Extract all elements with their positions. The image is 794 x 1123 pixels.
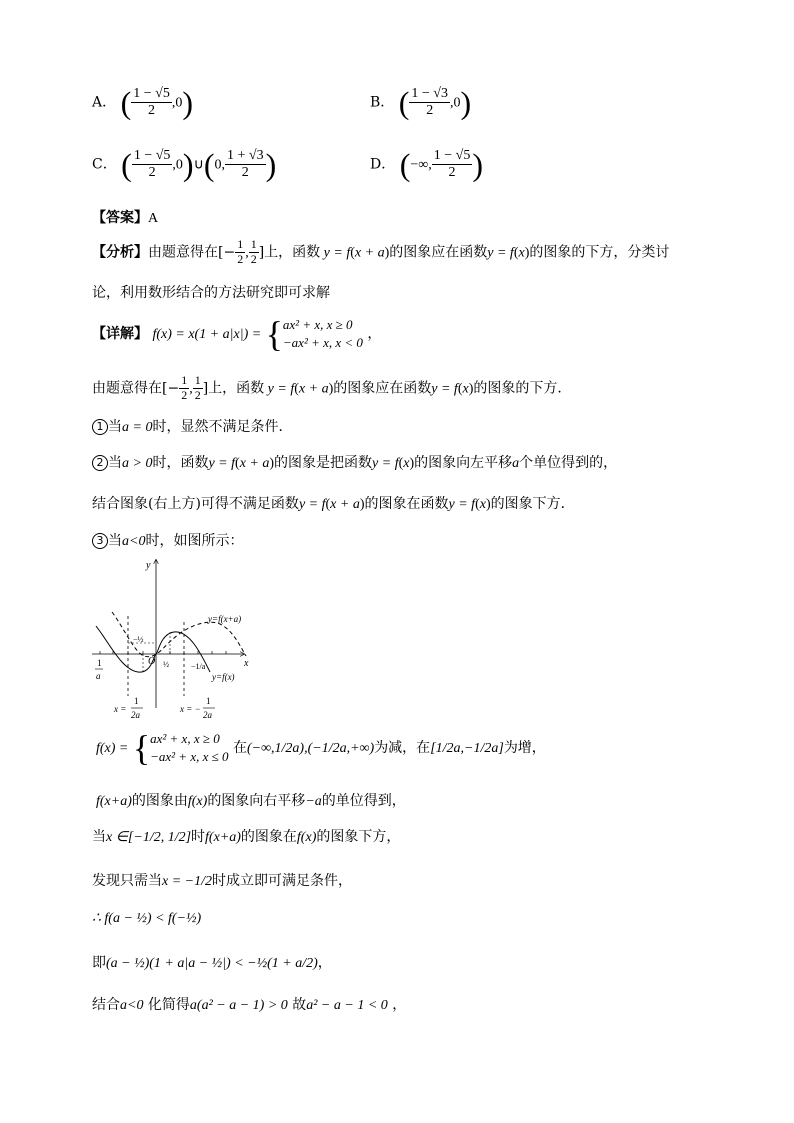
last-text-3: 化简得 (147, 997, 190, 1013)
piece-interval-1: (−∞,1/2a),(−1/2a,+∞) (246, 741, 375, 756)
tick-1a-num: 1 (97, 658, 102, 668)
option-a: A． ( $\frac{1 - √5}{2}$ ,0) (92, 84, 193, 121)
case-a-negative-text-1: 当 (108, 533, 122, 549)
case-a-positive: 2 当a > 0时，函数y = f(x + a)的图象是把函数y = f(x)的图象向左平移a个单位得到的， (92, 452, 617, 472)
analysis-line-2: 论，利用数形结合的方法研究即可求解 (92, 285, 330, 301)
main-text-4: 的图象的下方． (473, 380, 572, 397)
answer-tag: 【答案】 (92, 210, 148, 226)
when-x-in: x ∈ (106, 830, 128, 845)
shift-text-6: 的单位得到， (321, 793, 406, 809)
main-text-1: 由题意得在[− (92, 380, 180, 397)
answer-line (92, 207, 158, 227)
x-axis-label: x (244, 658, 249, 669)
when-text-5: 的图象在 (240, 829, 297, 845)
label-f: y=f(x) (212, 672, 235, 682)
detail-tag: 【详解】 (92, 326, 148, 342)
case-a-positive-text-1: 当 (108, 455, 122, 471)
xeq2-num: 1 (206, 696, 211, 706)
shift-text-2: 的图象由 (131, 793, 188, 809)
option-a-denominator: 2 (148, 103, 156, 119)
option-c: C． ( $\frac{1 - √5}{2}$ ,0)∪(0, $\frac{1 + √3}{2}$ ) (92, 146, 277, 183)
detail-case-1: ax² + x, x ≥ 0 (282, 317, 353, 333)
ji-line (92, 952, 332, 972)
piece-lhs: f(x) = (96, 741, 129, 756)
therefore-line: ∴ f(a − ½) < f(−½) (92, 911, 202, 926)
analysis-line-1: 【分析】由题意得在[− $\frac{1}{2}$ , $\frac{1}{2}$ ]上，函数 y = f(x + a)的图象应在函数y = f(x)的图象的下方，分类讨 (92, 237, 670, 266)
when-line (92, 826, 400, 846)
option-b-letter: B． (370, 94, 395, 111)
shift-text-4: 的图象向右平移 (207, 793, 306, 809)
y-axis-label: y (146, 560, 151, 571)
option-d-numerator: 1 − √5 (432, 148, 473, 165)
option-b-tail: ,0 (450, 95, 461, 111)
case-a-negative (92, 530, 243, 550)
option-c-numerator-2: 1 + √3 (225, 148, 266, 165)
circle-1-icon: 1 (92, 419, 108, 435)
xeq2-label: x = − (180, 704, 201, 714)
label-shift: y=f(x+a) (208, 614, 242, 624)
option-a-numerator: 1 − √5 (131, 86, 172, 103)
last-line (92, 994, 406, 1014)
origin-label: O (148, 656, 156, 667)
last-expr-2: a² − a − 1 < 0 (306, 998, 388, 1013)
option-d-denominator: 2 (448, 165, 456, 181)
combine-text-3: 的图象下方． (490, 496, 575, 512)
option-b-numerator: 1 − √3 (409, 86, 450, 103)
shift-neg-a: −a (305, 794, 322, 809)
option-d: D． (−∞, $\frac{1 - √5}{2}$ ) (370, 146, 483, 183)
option-b: B． ( $\frac{1 - √3}{2}$ ,0) (370, 84, 472, 121)
analysis-text-1: 由题意得在[− (148, 244, 236, 261)
case-a-negative-text-2: 时，如图所示： (145, 533, 244, 549)
case-a-positive-a: a (512, 456, 520, 471)
tick-neg-1a: −1/a (191, 662, 206, 671)
case-a-zero-cond: a = 0 (122, 420, 153, 435)
option-c-denominator-1: 2 (148, 165, 156, 181)
when-text-1: 当 (92, 829, 106, 845)
case-a-zero-text-2: 时，显然不满足条件． (152, 419, 293, 435)
piece-text-3: 为增， (503, 740, 546, 756)
detail-fdef: f(x) = x(1 + a|x|) = (152, 327, 262, 342)
combine-text-1: 结合图象(右上方)可得不满足函数 (92, 496, 299, 512)
detail-comma: ， (367, 326, 382, 342)
found-line (92, 870, 352, 890)
main-text-2: ]上，函数 (202, 380, 265, 397)
when-text-3: 时 (191, 829, 206, 845)
option-d-letter: D． (370, 156, 396, 173)
last-text-1: 结合 (92, 997, 120, 1013)
when-fx: f(x) (296, 830, 317, 845)
tick-half-pos: ½ (163, 660, 169, 669)
last-cond: a<0 (120, 998, 144, 1013)
circle-3-icon: 3 (92, 533, 108, 549)
tick-half-neg: −½ (133, 635, 144, 644)
main-line: 由题意得在[− $\frac{1}{2}$ , $\frac{1}{2}$ ]上，函数 y = f(x + a)的图象应在函数y = f(x)的图象的下方． (92, 373, 572, 402)
detail-case-2: −ax² + x, x < 0 (282, 335, 363, 350)
xeq1-num: 1 (134, 696, 139, 706)
detail-line: 【详解】 f(x) = x(1 + a|x|) = { ax² + x, x ≥ 0 −ax² + x, x < 0 ， (92, 314, 382, 354)
case-a-positive-text-2: 时，函数 (152, 455, 209, 471)
option-c-denominator-2: 2 (241, 165, 249, 181)
option-c-letter: C． (92, 156, 117, 173)
analysis-text-2: ]上，函数 (258, 244, 321, 261)
shift-fxa: f(x+a) (96, 794, 132, 809)
piecewise-line: f(x) = { ax² + x, x ≥ 0 −ax² + x, x ≤ 0 在(−∞,1/2a),(−1/2a,+∞)为减，在[1/2a,−1/2a]为增， (96, 728, 546, 768)
analysis-text-3: 的图象应在函数 (389, 244, 488, 261)
option-c-union: ∪ (193, 157, 204, 173)
last-expr-1: a(a² − a − 1) > 0 (189, 998, 288, 1013)
ji-expr: (a − ½)(1 + a|a − ½|) < −½(1 + a/2) (106, 956, 318, 971)
case-a-positive-text-4: 的图象向左平移 (414, 455, 513, 471)
last-text-5: 故 (292, 997, 307, 1013)
piece-text-1: 在 (232, 740, 247, 756)
ji-text-1: 即 (92, 955, 106, 971)
circle-2-icon: 2 (92, 455, 108, 471)
piece-case-1: ax² + x, x ≥ 0 (150, 731, 220, 747)
shift-line (96, 790, 406, 810)
case-a-positive-text-6: 个单位得到的， (519, 455, 618, 471)
case-a-positive-cond: a > 0 (122, 456, 153, 471)
found-text-1: 发现只需当 (92, 873, 162, 889)
analysis-text-4: 的图象的下方，分类讨 (529, 244, 670, 261)
ji-text-2: ， (317, 955, 332, 971)
option-c-mid: ,0 (172, 157, 183, 173)
shift-fx: f(x) (187, 794, 208, 809)
option-a-tail: ,0 (171, 95, 183, 111)
combine-line: 结合图象(右上方)可得不满足函数y = f(x + a)的图象在函数y = f(x)的图象下方． (92, 496, 575, 512)
answer-value: A (148, 211, 159, 226)
piece-interval-2: [1/2a,−1/2a] (430, 741, 504, 756)
option-d-head: −∞, (410, 157, 432, 173)
option-c-head: 0, (214, 157, 225, 173)
found-x: x = −1/2 (162, 874, 212, 889)
option-c-numerator-1: 1 − √5 (132, 148, 173, 165)
piece-text-2: 为减，在 (374, 740, 431, 756)
option-a-letter: A． (92, 94, 117, 111)
when-interval: [−1/2, 1/2] (127, 830, 192, 845)
piece-case-2: −ax² + x, x ≤ 0 (150, 749, 229, 764)
case-a-negative-cond: a<0 (122, 534, 146, 549)
option-b-denominator: 2 (426, 103, 434, 119)
case-a-zero-text-1: 当 (108, 419, 122, 435)
when-fxa: f(x+a) (205, 830, 241, 845)
main-text-3: 的图象应在函数 (333, 380, 432, 397)
xeq1-den: 2a (131, 710, 140, 720)
combine-text-2: 的图象在函数 (364, 496, 449, 512)
xeq1-label: x = (114, 704, 127, 714)
tick-1a-den: a (96, 671, 101, 681)
function-graph (88, 552, 268, 724)
found-text-3: 时成立即可满足条件， (212, 873, 352, 889)
analysis-tag: 【分析】 (92, 244, 148, 261)
case-a-zero (92, 416, 292, 436)
when-text-7: 的图象下方， (316, 829, 401, 845)
last-text-7: ， (392, 997, 407, 1013)
xeq2-den: 2a (203, 710, 212, 720)
case-a-positive-text-3: 的图象是把函数 (274, 455, 373, 471)
